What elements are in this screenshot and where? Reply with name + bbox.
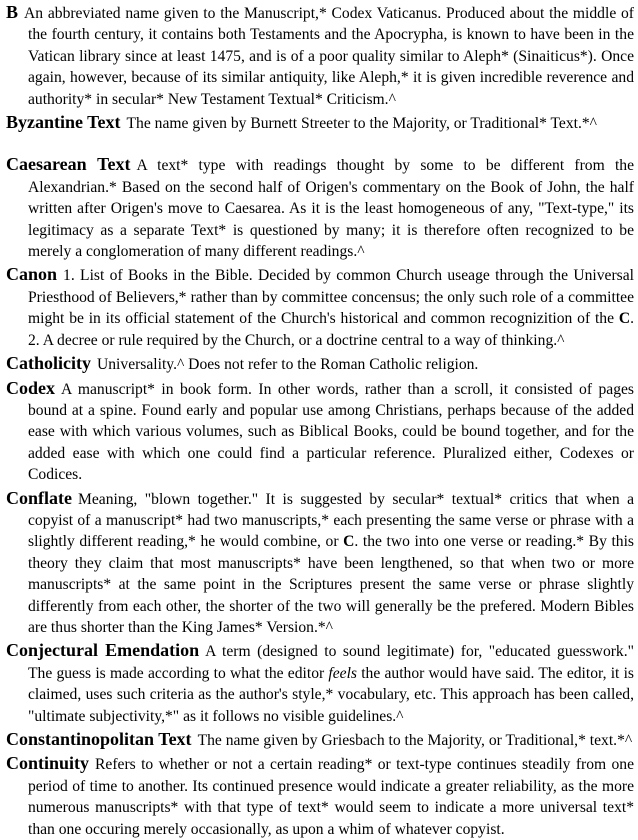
entry-definition: An abbreviated name given to the Manuscript,* Codex Vaticanus. Produced about the middle of the fourth century, it contains both Testaments and the Apocrypha, is known to have been in the Vatican library since at least 1475, and is of a poor quality similar to Aleph* (Sinaiticus*). Once again, however, because of its similar antiquity, like Aleph,* it is given incredible reverence and authority* in secular* New Testament Textual* Criticism.^ bbox=[24, 5, 634, 108]
glossary-entry-b bbox=[6, 2, 634, 110]
entry-definition: Universality.^ Does not refer to the Roman Catholic religion. bbox=[97, 356, 479, 374]
entry-term: Canon bbox=[6, 264, 58, 285]
glossary-entry-conjectural-emendation bbox=[6, 640, 634, 727]
entry-term: Conflate bbox=[6, 487, 72, 508]
entry-emphasis: feels bbox=[328, 664, 357, 682]
entry-definition: The name given by Burnett Streeter to the Majority, or Traditional* Text.*^ bbox=[126, 115, 597, 133]
entry-definition: . 2. A decree or rule required by the Church, or a doctrine central to a way of thinking.^ bbox=[28, 310, 634, 349]
entry-definition: Refers to whether or not a certain reading* or text-type continues steadily from one period of time to another. Its continued presence would indicate a greater reliability, as the more numerous manuscripts* with that type of text* would seem to indicate a more universal text* than one occuring merely occasionally, as upon a whim of whatever copyist. bbox=[28, 756, 634, 838]
glossary-entry-continuity bbox=[6, 753, 634, 840]
glossary-entry-caesarean-text bbox=[6, 154, 634, 262]
entry-definition: A term (designed to sound legitimate) for, "educated guesswork." The guess is made according to what the editor bbox=[28, 643, 634, 682]
glossary-entry-constantinopolitan-text bbox=[6, 729, 634, 751]
glossary-entry-conflate bbox=[6, 488, 634, 639]
entry-definition: A text* type with readings thought by some to be different from the Alexandrian.* Based on the second half of Origen's commentary on the Book of John, the half written after Origen's move to Caesarea. As it is the least homogeneous of any, "Text-type," its legitimacy as a separate Text* is questioned by many; it is therefore often recognized to be merely a conglomeration of many different readings.^ bbox=[28, 157, 634, 261]
entry-definition: the author would have said. The editor, it is claimed, uses such criteria as the author's style,* vocabulary, etc. This approach has been called, "ultimate subjectivity,*" as it follows no visible guidelines.^ bbox=[28, 664, 634, 725]
entry-term-abbreviation: C bbox=[618, 310, 631, 328]
entry-term: Byzantine Text bbox=[6, 112, 121, 133]
entry-definition: Meaning, "blown together." It is suggested by secular* textual* critics that when a copyist of a manuscript* had two manuscripts,* each presenting the same verse or phrase with a slightly different reading,* he would combine, or bbox=[28, 490, 634, 551]
entry-term: Caesarean Text bbox=[6, 154, 131, 175]
entry-term: Constantinopolitan Text bbox=[6, 729, 192, 749]
entry-definition: . the two into one verse or reading.* By this theory they claim that most manuscripts* have been lengthened, so that when two or more manuscripts* at the same point in the Scriptures present the same verse or phrase slightly differently from each other, the shorter of the two will generally be the prefered. Modern Bibles are thus shorter than the King James* Version.*^ bbox=[28, 533, 634, 636]
glossary-entry-codex bbox=[6, 378, 634, 486]
entry-definition: A manuscript* in book form. In other words, rather than a scroll, it consisted of pages bound at a spine. Found early and popular use among Christians, perhaps because of the added ease with which various volumes, such as Biblical Books, could be bound together, and for the added ease with which one could find a particular reference. Pluralized either, Codexes or Codices. bbox=[28, 380, 634, 484]
entry-term: Codex bbox=[6, 377, 55, 398]
entry-definition: The name given by Griesbach to the Majority, or Traditional,* text.*^ bbox=[197, 732, 633, 749]
entry-term: Continuity bbox=[6, 753, 90, 774]
entry-term: Catholicity bbox=[6, 353, 91, 374]
glossary-entry-catholicity bbox=[6, 353, 634, 375]
entry-term-abbreviation: C bbox=[343, 533, 355, 551]
glossary-entry-byzantine-text bbox=[6, 112, 634, 134]
entry-term: Conjectural Emendation bbox=[6, 640, 200, 661]
entry-definition: 1. List of Books in the Bible. Decided by common Church useage through the Universal Priesthood of Believers,* rather than by committee concensus; the only such role of a committee might be in its official statement of the Church's historical and common recognizition of the bbox=[28, 267, 634, 328]
entry-term: B bbox=[6, 2, 19, 22]
glossary-entry-canon bbox=[6, 264, 634, 351]
